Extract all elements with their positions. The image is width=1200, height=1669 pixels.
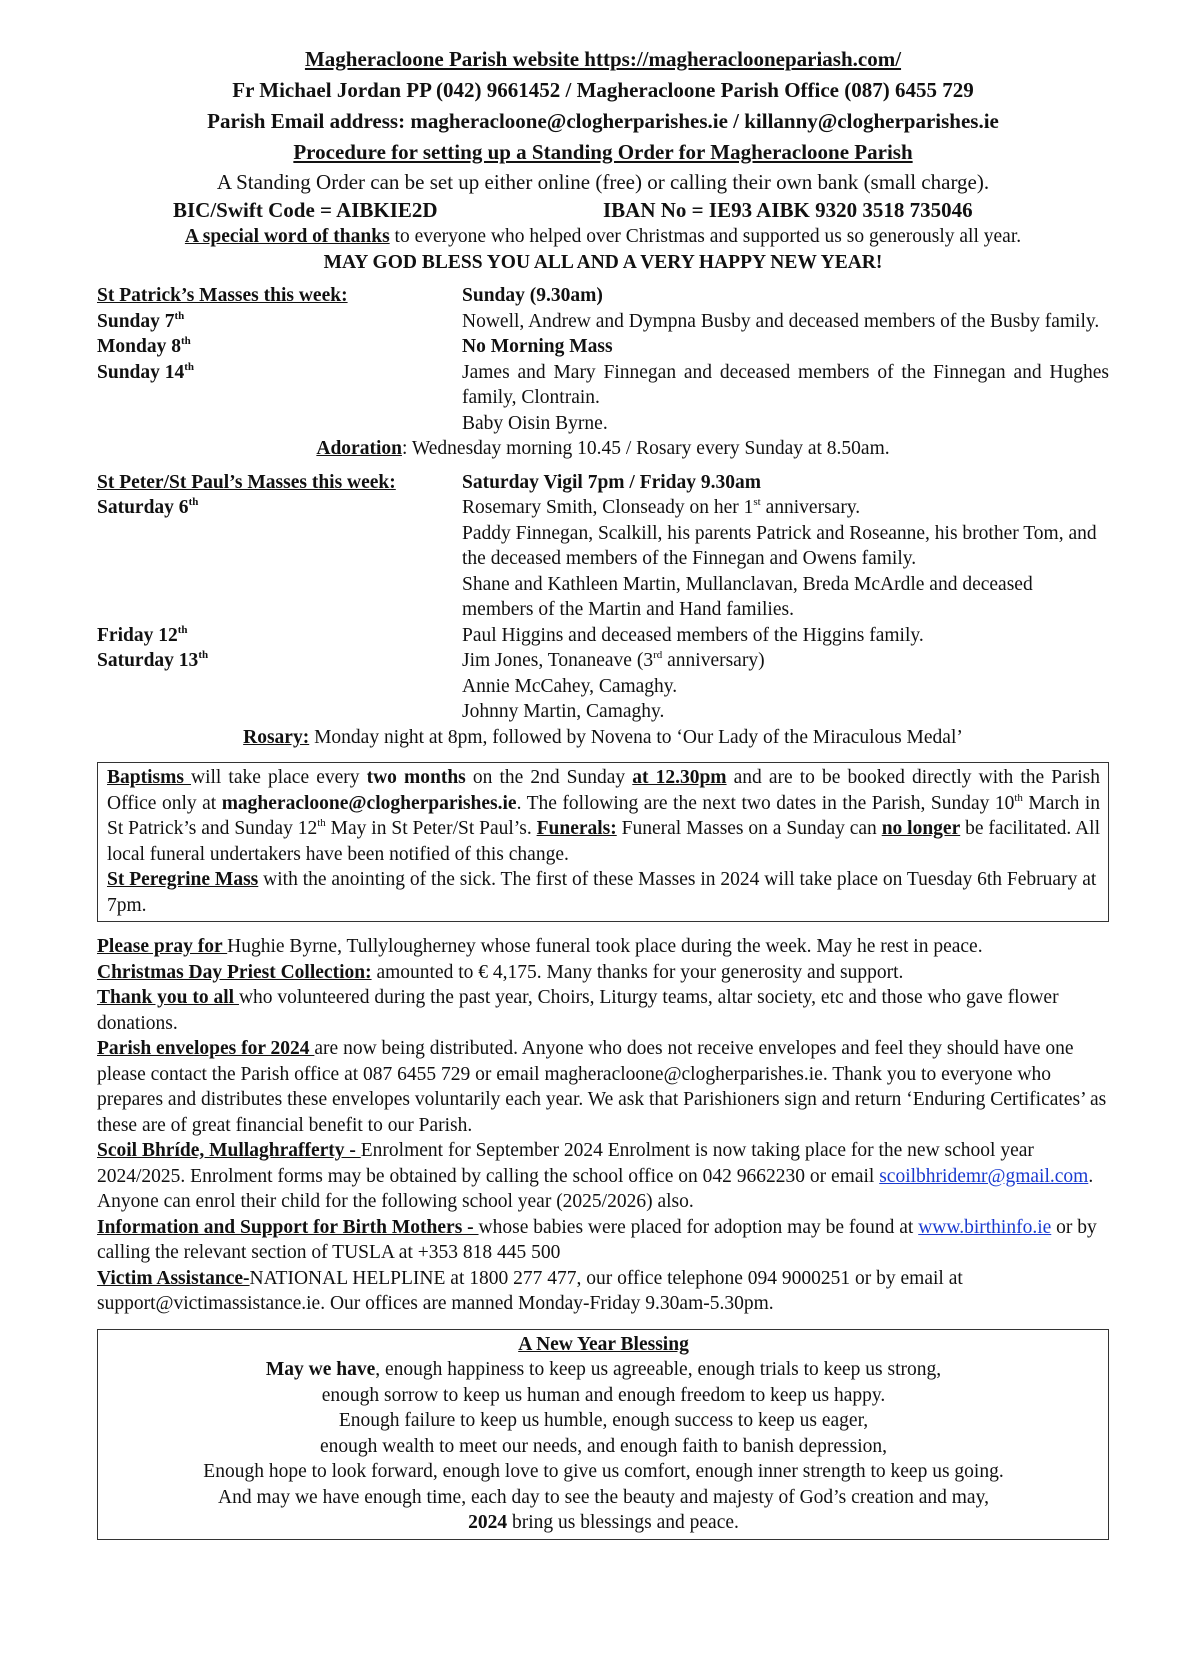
mass-day: Sunday 14th [97,360,195,383]
header [97,44,1109,168]
rosary-label: Rosary: [243,726,310,748]
adoration-text: : Wednesday morning 10.45 / Rosary every Sunday at 8.50am. [401,438,890,459]
st-patrick-time: Sunday (9.30am) [462,285,603,306]
blessing-line: May we have, enough happiness to keep us agreeable, enough trials to keep us strong, [265,1359,942,1380]
mass-day: Saturday 6th [97,496,199,518]
notice-item: Thank you to all who volunteered during the past year, Choirs, Liturgy teams, altar society, etc and those who gave flower donations. [97,987,1059,1034]
standing-order-heading: Procedure for setting up a Standing Order for Magheracloone Parish [293,140,913,164]
iban-number: IBAN No = IE93 AIBK 9320 3518 735046 [603,198,973,222]
standing-order-text: A Standing Order can be set up either online (free) or calling their own bank (small charge). [216,170,990,194]
baptisms-box: Baptisms will take place every two months on the 2nd Sunday at 12.30pm and are to be booked directly with the Parish Office only at magheracloone@clogherparishes.ie. The following are the next two dates in the Parish, Sunday 10th March in St Patrick’s and Sunday 12th May in St Peter/St Paul’s. Funerals: Funeral Masses on a Sunday can no longer be facilitated. All local funeral undertakers have been notified of this change. St Peregrine Mass with the anointing of the sick. The first of these Masses in 2024 will take place on Tuesday 6th February at 7pm. [97,762,1109,922]
bic-code: BIC/Swift Code = AIBKIE2D [173,198,438,222]
thanks-lead: A special word of thanks [184,226,390,247]
adoration-label: Adoration [316,438,402,459]
notice-item: Victim Assistance-NATIONAL HELPLINE at 1800 277 477, our office telephone 094 9000251 or by email at support@victimassistance.ie. Our offices are manned Monday-Friday 9.30am-5.30pm. [97,1267,963,1314]
mass-intention: James and Mary Finnegan and deceased members of the Finnegan and Hughes family, Clontrain. Baby Oisin Byrne. [462,361,1109,434]
school-email-link[interactable]: scoilbhridemr@gmail.com [879,1165,1089,1187]
st-patrick-title: St Patrick’s Masses this week: [97,285,348,306]
notice-item: Please pray for Hughie Byrne, Tullylougherney whose funeral took place during the week. May he rest in peace. [97,936,983,957]
blessing-line: And may we have enough time, each day to see the beauty and majesty of God’s creation and may, [218,1486,989,1508]
email-line: Parish Email address: magheracloone@clogherparishes.ie / killanny@clogherparishes.ie [207,109,999,133]
blessing-title: A New Year Blessing [518,1333,689,1355]
new-year-line: MAY GOD BLESS YOU ALL AND A VERY HAPPY NEW YEAR! [323,251,883,273]
st-patrick-masses [97,283,1109,436]
website-line[interactable]: Magheracloone Parish website https://magheracloonepariash.com/ [304,47,902,71]
mass-day: Sunday 7th [97,309,185,332]
mass-day: Friday 12th [97,623,188,646]
mass-intention: No Morning Mass [462,336,613,357]
thanks-rest: to everyone who helped over Christmas and supported us so generously all year. [389,226,1022,247]
notice-item: Scoil Bhríde, Mullaghrafferty - Enrolment for September 2024 Enrolment is now taking place for the new school year 2024/2025. Enrolment forms may be obtained by calling the school office on 042 9662230 or email scoilbhridemr@gmail.com. Anyone can enrol their child for the following school year (2025/2026) also. [97,1140,1094,1212]
st-peter-title: St Peter/St Paul’s Masses this week: [97,471,396,493]
blessing-line: Enough failure to keep us humble, enough success to keep us eager, [338,1410,869,1431]
blessing-line: Enough hope to look forward, enough love to give us comfort, enough inner strength to keep us going. [203,1461,1004,1482]
rosary-text: Monday night at 8pm, followed by Novena to ‘Our Lady of the Miraculous Medal’ [309,726,963,748]
notice-item: Christmas Day Priest Collection: amounted to € 4,175. Many thanks for your generosity and support. [97,961,904,983]
thanks-line [97,224,1109,250]
blessing-line: 2024 bring us blessings and peace. [468,1512,739,1533]
mass-day: Monday 8th [97,335,191,357]
notice-item: Information and Support for Birth Mothers - whose babies were placed for adoption may be found at www.birthinfo.ie or by calling the relevant section of TUSLA at +353 818 445 500 [97,1216,1097,1263]
blessing-box [97,1329,1109,1540]
birthinfo-link[interactable]: www.birthinfo.ie [918,1216,1052,1238]
funerals-label: Funerals: [536,818,617,839]
notices [97,934,1109,1317]
mass-intention: Jim Jones, Tonaneave (3rd anniversary) Annie McCahey, Camaghy. Johnny Martin, Camaghy. [462,649,765,722]
baptism-email[interactable]: magheracloone@clogherparishes.ie [221,792,517,814]
st-peter-masses [97,470,1109,725]
mass-intention: Nowell, Andrew and Dympna Busby and deceased members of the Busby family. [462,310,1100,332]
newsletter-page [97,44,1109,1540]
mass-day: Saturday 13th [97,649,209,671]
contact-line: Fr Michael Jordan PP (042) 9661452 / Magheracloone Parish Office (087) 6455 729 [232,78,974,102]
mass-intention: Rosemary Smith, Clonseady on her 1st anniversary. Paddy Finnegan, Scalkill, his parents Patrick and Roseanne, his brother Tom, and the deceased members of the Finnegan and Owens family. Shane and Kathleen Martin, Mullanclavan, Breda McArdle and deceased members of the Martin and Hand families. [462,496,1097,620]
blessing-line: enough sorrow to keep us human and enough freedom to keep us happy. [321,1384,886,1406]
notice-item: Parish envelopes for 2024 are now being distributed. Anyone who does not receive envelopes and feel they should have one please contact the Parish office at 087 6455 729 or email magheracloone@clogherparishes.ie. Thank you to everyone who prepares and distributes these envelopes voluntarily each year. We ask that Parishioners sign and return ‘Enduring Certificates’ as these are of great financial benefit to our Parish. [97,1038,1107,1136]
rosary-line [97,725,1109,751]
peregrine-label: St Peregrine Mass [107,869,259,890]
adoration-line [97,436,1109,462]
mass-intention: Paul Higgins and deceased members of the Higgins family. [462,624,924,646]
bank-details [97,196,1109,224]
st-peter-time: Saturday Vigil 7pm / Friday 9.30am [462,471,762,493]
blessing-line: enough wealth to meet our needs, and enough faith to banish depression, [320,1435,887,1457]
